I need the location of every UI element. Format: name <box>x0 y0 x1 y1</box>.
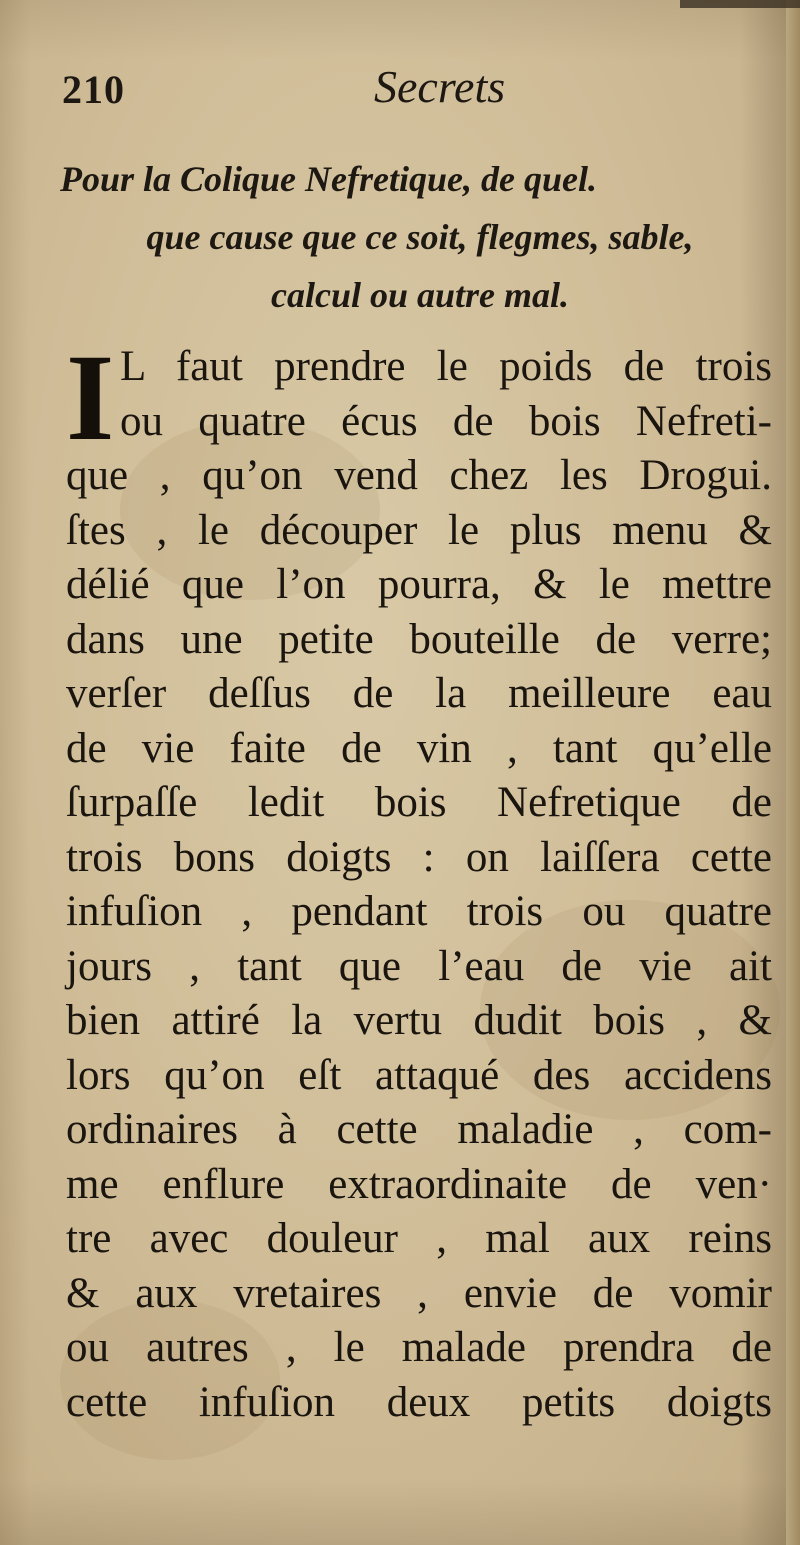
title-line: calcul ou autre mal. <box>270 275 570 315</box>
body-line: cette infuſion deux petits doigts <box>66 1378 772 1426</box>
body-line: verſer deſſus de la meilleure eau <box>66 670 772 717</box>
body-line: ſurpaſſe ledit bois Nefretique de <box>66 779 772 826</box>
page-edge <box>786 0 800 1545</box>
body-line: ou autres , le malade prendra de <box>66 1324 772 1371</box>
body-line: bien attiré la vertu dudit bois , & <box>66 997 772 1044</box>
body-line: me enflure extraordinaite de ven· <box>66 1160 772 1208</box>
body-line: que , qu’on vend chez les Drogui. <box>66 452 772 499</box>
body-line: ſtes , le découper le plus menu & <box>66 506 772 554</box>
title-line: Pour la Colique Nefretique, de quel. <box>60 159 597 199</box>
top-shadow <box>680 0 800 8</box>
title-line: que cause que ce soit, flegmes, sable, <box>146 217 694 257</box>
body-line: ordinaires à cette maladie , com- <box>66 1106 772 1153</box>
section-title <box>60 150 780 324</box>
body-line: & aux vretaires , envie de vomir <box>66 1269 772 1317</box>
body-line: de vie faite de vin , tant qu’elle <box>66 724 772 772</box>
body-line: trois bons doigts : on laiſſera cette <box>66 833 772 881</box>
running-head: Secrets <box>374 61 506 112</box>
body-line: lors qu’on eſt attaqué des accidens <box>66 1051 772 1099</box>
body-line: L faut prendre le poids de trois <box>120 343 772 390</box>
body-line: infuſion , pendant trois ou quatre <box>66 888 772 935</box>
body-line: dans une petite bouteille de verre; <box>66 615 772 663</box>
page-number: 210 <box>62 67 125 112</box>
body-line: jours , tant que l’eau de vie ait <box>66 942 772 990</box>
body-line: délié que l’on pourra, & le mettre <box>66 561 772 608</box>
body-line: ou quatre écus de bois Nefreti- <box>120 397 772 445</box>
body-text <box>66 329 786 1430</box>
drop-cap: I <box>66 329 115 466</box>
body-line: tre avec douleur , mal aux reins <box>66 1215 772 1262</box>
page-header <box>62 60 762 120</box>
